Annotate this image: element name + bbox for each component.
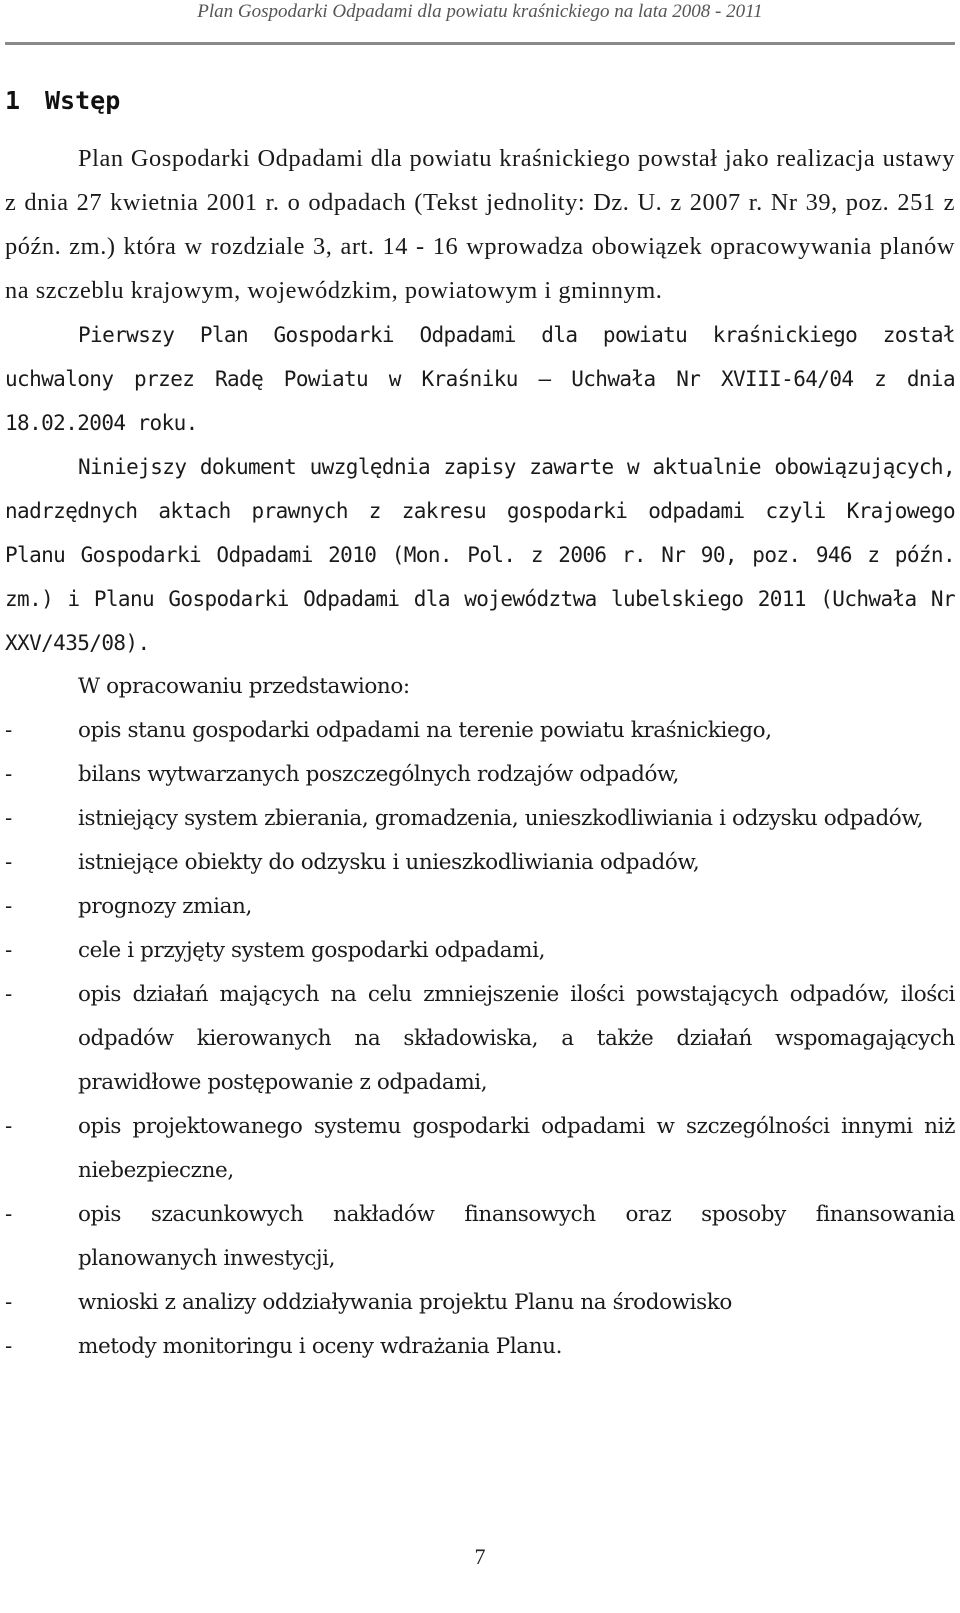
list-bullet: - (5, 850, 12, 875)
list-item-text: istniejące obiekty do odzysku i unieszkodliwiania odpadów, (78, 850, 700, 875)
list-item (5, 973, 955, 1105)
list-item (5, 709, 955, 753)
list-item-text: opis szacunkowych nakładów finansowych oraz sposoby finansowania planowanych inwestycji, (78, 1202, 955, 1271)
list-item-text: cele i przyjęty system gospodarki odpadami, (78, 938, 546, 963)
list-bullet: - (5, 1114, 12, 1139)
first-plan-paragraph: Pierwszy Plan Gospodarki Odpadami dla powiatu kraśnickiego został uchwalony przez Radę Powiatu w Kraśniku – Uchwała Nr XVIII-64/04 z dnia 18.02.2004 roku. (5, 323, 955, 435)
list-item-text: metody monitoringu i oceny wdrażania Planu. (78, 1334, 563, 1359)
list-item-text: prognozy zmian, (78, 894, 252, 919)
list-item (5, 1325, 955, 1369)
list-item-text: istniejący system zbierania, gromadzenia, unieszkodliwiania i odzysku odpadów, (78, 806, 924, 831)
list-bullet: - (5, 1202, 12, 1227)
chapter-number: 1 (5, 86, 21, 115)
list-item (5, 841, 955, 885)
list-item (5, 929, 955, 973)
document-body (5, 137, 955, 1369)
list-bullet: - (5, 1334, 12, 1359)
list-bullet: - (5, 718, 12, 743)
list-intro-paragraph: W opracowaniu przedstawiono: (78, 674, 410, 699)
list-bullet: - (5, 1290, 12, 1315)
list-item (5, 1105, 955, 1193)
list-item (5, 885, 955, 929)
list-bullet: - (5, 806, 12, 831)
page-number: 7 (474, 1544, 486, 1569)
list-bullet: - (5, 894, 12, 919)
list-item-text: opis działań mających na celu zmniejszenie ilości powstających odpadów, ilości odpadów kierowanych na składowiska, a także działań wspomagających prawidłowe postępowanie z odpadami, (78, 982, 955, 1095)
list-bullet: - (5, 762, 12, 787)
list-item-text: opis stanu gospodarki odpadami na terenie powiatu kraśnickiego, (78, 718, 772, 743)
chapter-heading (5, 84, 945, 118)
list-item (5, 1281, 955, 1325)
list-item (5, 1193, 955, 1281)
list-item-text: opis projektowanego systemu gospodarki odpadami w szczególności innymi niż niebezpieczne, (78, 1114, 955, 1183)
list-item (5, 753, 955, 797)
chapter-title: Wstęp (45, 86, 121, 115)
intro-paragraph: Plan Gospodarki Odpadami dla powiatu kraśnickiego powstał jako realizacja ustawy z dnia 27 kwietnia 2001 r. o odpadach (Tekst jednolity: Dz. U. z 2007 r. Nr 39, poz. 251 z późn. zm.) która w rozdziale 3, art. 14 - 16 wprowadza obowiązek opracowywania planów na szczeblu krajowym, wojewódzkim, powiatowym i gminnym. (5, 145, 955, 304)
list-item-text: wnioski z analizy oddziaływania projektu Planu na środowisko (78, 1290, 732, 1315)
content-list (5, 709, 955, 1369)
document-scope-paragraph: Niniejszy dokument uwzględnia zapisy zawarte w aktualnie obowiązujących, nadrzędnych aktach prawnych z zakresu gospodarki odpadami czyli Krajowego Planu Gospodarki Odpadami 2010 (Mon. Pol. z 2006 r. Nr 90, poz. 946 z późn. zm.) i Planu Gospodarki Odpadami dla województwa lubelskiego 2011 (Uchwała Nr XXV/435/08). (5, 455, 955, 655)
list-bullet: - (5, 982, 12, 1007)
list-item-text: bilans wytwarzanych poszczególnych rodzajów odpadów, (78, 762, 679, 787)
header-divider (5, 42, 955, 45)
list-bullet: - (5, 938, 12, 963)
list-item (5, 797, 955, 841)
page-header: Plan Gospodarki Odpadami dla powiatu kraśnickiego na lata 2008 - 2011 (197, 1, 763, 22)
